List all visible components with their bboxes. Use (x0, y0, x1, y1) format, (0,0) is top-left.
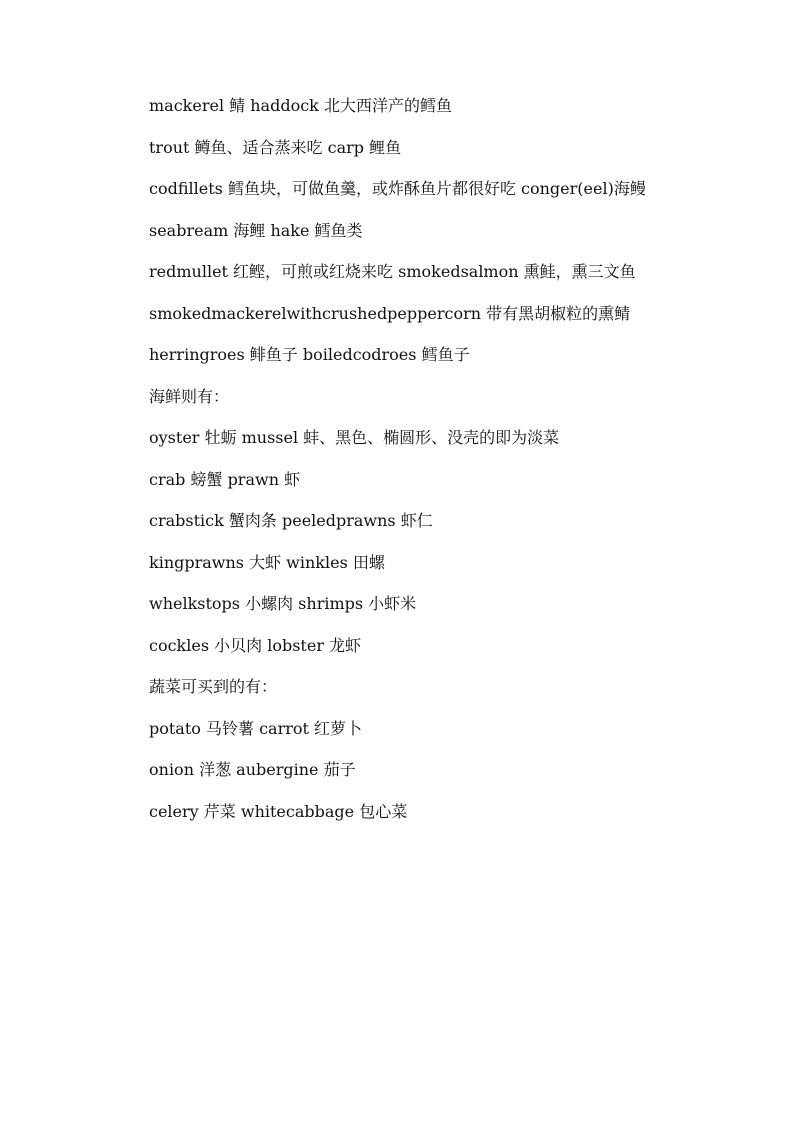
paragraph-celery: celery 芹菜 whitecabbage 包心菜 (149, 801, 408, 821)
paragraph-crabstick: crabstick 蟹肉条 peeledprawns 虾仁 (149, 511, 433, 530)
paragraph-codfillets: codfillets 鳕鱼块，可做鱼羹，或炸酥鱼片都很好吃 conger(eel)海鳗 (149, 179, 646, 198)
paragraph-redmullet: redmullet 红鲣，可煎或红烧来吃 smokedsalmon 熏鲑，熏三文鱼 (149, 262, 636, 281)
paragraph-trout: trout 鳟鱼、适合蒸来吃 carp 鲤鱼 (149, 137, 402, 157)
paragraph-onion: onion 洋葱 aubergine 茄子 (149, 760, 356, 779)
paragraph-herringroes: herringroes 鲱鱼子 boiledcodroes 鳕鱼子 (149, 345, 470, 364)
document-body (120, 92, 680, 839)
section-heading-seafood: 海鲜则有： (149, 386, 230, 406)
paragraph-cockles: cockles 小贝肉 lobster 龙虾 (149, 635, 362, 655)
paragraph-potato: potato 马铃薯 carrot 红萝卜 (149, 718, 363, 738)
section-heading-vegetables: 蔬菜可买到的有： (149, 677, 278, 696)
paragraph-kingprawns: kingprawns 大虾 winkles 田螺 (149, 552, 385, 572)
paragraph-mackerel: mackerel 鲭 haddock 北大西洋产的鳕鱼 (149, 96, 452, 115)
paragraph-seabream: seabream 海鲤 hake 鳕鱼类 (149, 220, 363, 240)
paragraph-oyster: oyster 牡蛎 mussel 蚌、黑色、椭圆形、没壳的即为淡菜 (149, 428, 560, 447)
paragraph-crab: crab 螃蟹 prawn 虾 (149, 469, 301, 489)
paragraph-whelkstops: whelkstops 小螺肉 shrimps 小虾米 (149, 594, 417, 613)
paragraph-smokedmackerel: smokedmackerelwithcrushedpeppercorn 带有黑胡椒粒的熏鲭 (149, 303, 631, 323)
